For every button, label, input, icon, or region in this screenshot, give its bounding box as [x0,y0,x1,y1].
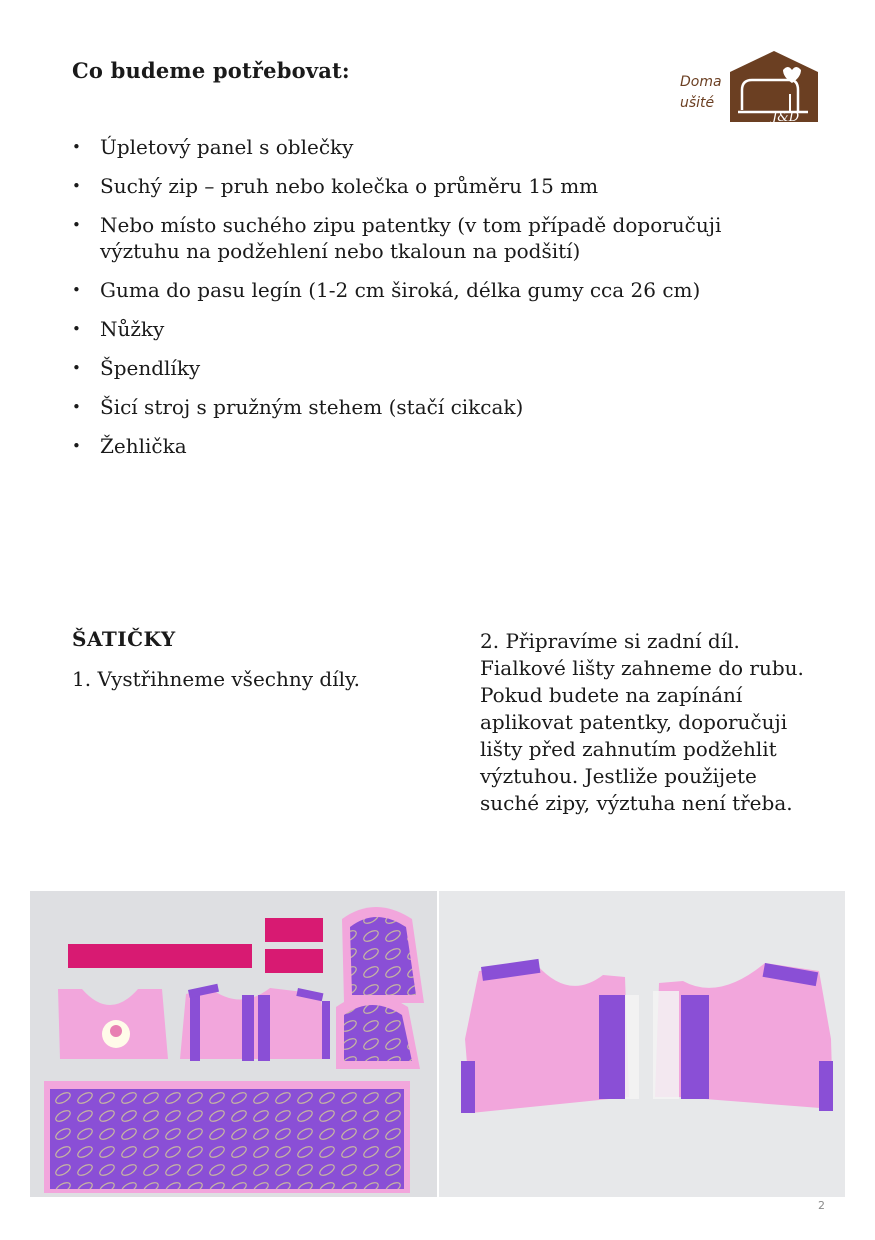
list-item [72,212,792,264]
bullet-icon: • [72,138,81,156]
bullet-icon: • [72,359,81,377]
list-item [72,433,792,459]
list-item-text: Nebo místo suchého zipu patentky (v tom případě doporučuji výztuhu na podžehlení nebo tkaloun na podšití) [100,213,722,263]
bullet-icon: • [72,320,81,338]
list-item [72,277,792,303]
list-item-text: Suchý zip – pruh nebo kolečka o průměru 15 mm [100,174,599,198]
logo-monogram: J&D [772,110,800,124]
bullet-icon: • [72,437,81,455]
list-item [72,134,792,160]
list-item [72,394,792,420]
list-item [72,355,792,381]
photo-cut-pieces [30,891,437,1197]
sewing-machine-house-icon [728,50,820,124]
logo-line-1: Doma [680,74,722,90]
photo-back-pieces [439,891,845,1197]
list-item-text: Guma do pasu legín (1-2 cm široká, délka gumy cca 26 cm) [100,278,701,302]
bullet-icon: • [72,281,81,299]
bullet-icon: • [72,216,81,234]
list-item [72,173,792,199]
list-item-text: Nůžky [100,317,165,341]
brand-logo [676,50,821,124]
page-number: 2 [818,1199,825,1212]
list-item-text: Špendlíky [100,356,201,380]
list-item-text: Úpletový panel s oblečky [100,135,354,159]
step-2-text: 2. Připravíme si zadní díl. Fialkové lišty zahneme do rubu. Pokud budete na zapínání aplikovat patentky, doporučuji lišty před zahnutím podžehlit výztuhou. Jestliže použijete suché zipy, výztuha není třeba. [480,629,804,815]
section-title: ŠATIČKY [72,627,176,651]
supply-list [72,134,792,472]
step-1-text: 1. Vystřihneme všechny díly. [72,667,360,691]
list-item-text: Žehlička [100,434,187,458]
list-item-text: Šicí stroj s pružným stehem (stačí cikcak) [100,395,524,419]
list-item [72,316,792,342]
logo-line-2: ušité [680,95,715,111]
bullet-icon: • [72,398,81,416]
section-heading-supplies: Co budeme potřebovat: [72,58,350,83]
bullet-icon: • [72,177,81,195]
logo-wordmark [680,72,732,114]
